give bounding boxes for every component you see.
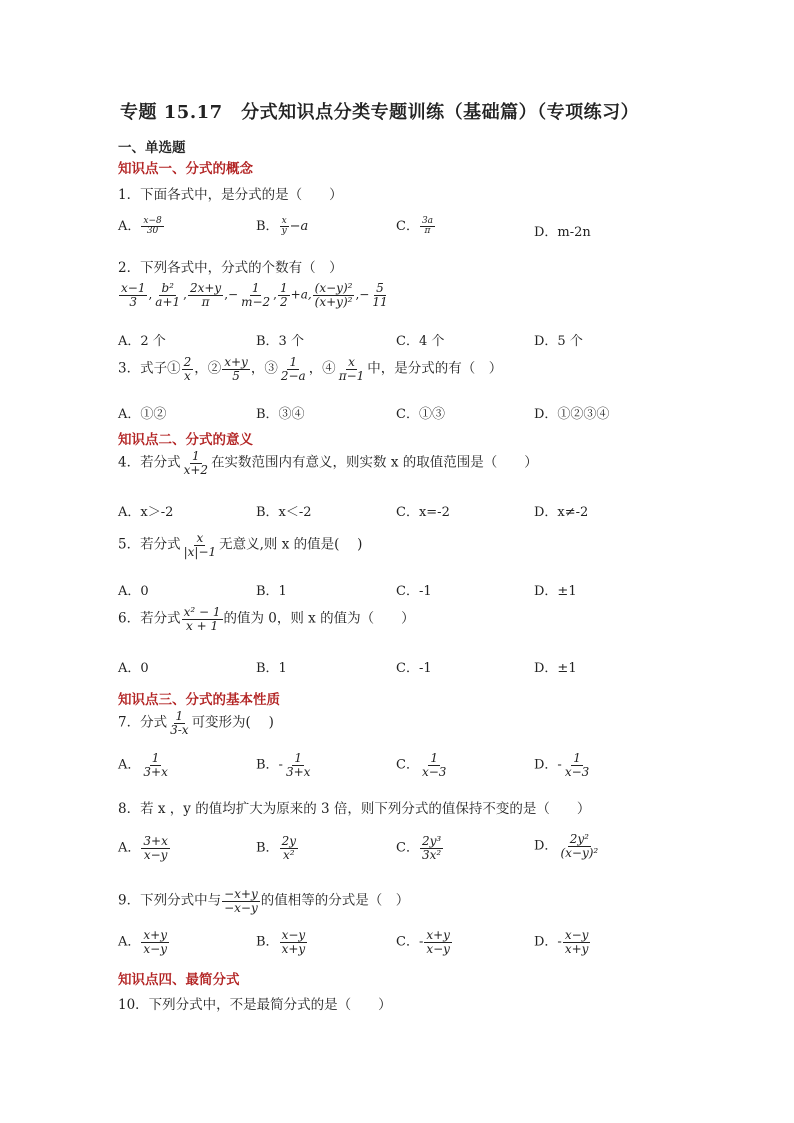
denominator: x+y xyxy=(281,941,306,956)
denominator: x² xyxy=(282,847,295,862)
page-title: 专题 15.17 分式知识点分类专题训练（基础篇）（专项练习） xyxy=(120,102,640,123)
numerator: 2y xyxy=(281,834,296,848)
numerator: 1 xyxy=(251,281,260,295)
option-label: C． xyxy=(396,757,419,773)
fraction xyxy=(558,833,600,859)
stem-text: ，② xyxy=(194,360,222,377)
denominator: y xyxy=(281,226,287,236)
numerator: 5 xyxy=(376,281,384,295)
q6-option-a[interactable]: A．0 xyxy=(118,661,149,676)
stem-text: ，④ xyxy=(308,360,336,377)
numerator: b² xyxy=(161,281,174,295)
stem-text: 3．式子① xyxy=(118,360,181,377)
q8-option-a[interactable] xyxy=(118,835,171,861)
knowledge-point-4-heading: 知识点四、最简分式 xyxy=(118,972,240,988)
numerator: 1 xyxy=(289,355,298,369)
q7-option-a[interactable] xyxy=(118,752,171,778)
q1-option-c[interactable] xyxy=(396,215,436,236)
numerator: 1 xyxy=(175,709,184,723)
stem-text: 7．分式 xyxy=(118,714,168,731)
fraction xyxy=(239,282,272,308)
fraction xyxy=(182,606,223,632)
fraction xyxy=(563,752,591,778)
knowledge-point-2-heading: 知识点二、分式的意义 xyxy=(118,432,253,448)
q9-option-b[interactable] xyxy=(256,929,308,955)
q7-option-d[interactable] xyxy=(534,752,592,778)
fraction xyxy=(424,929,452,955)
stem-text: 中，是分式的有（ ） xyxy=(367,360,503,377)
q3-option-a[interactable]: A．①② xyxy=(118,407,167,422)
numerator: 2 xyxy=(183,355,192,369)
fraction xyxy=(119,282,147,308)
q2-option-d[interactable]: D．5 个 xyxy=(534,334,583,349)
denominator: x−y xyxy=(143,847,168,862)
option-label: A． xyxy=(118,757,141,773)
question-6-stem xyxy=(118,606,415,632)
numerator: 2y³ xyxy=(421,834,442,848)
expression-tail: −a xyxy=(289,219,309,234)
fraction xyxy=(182,532,219,558)
option-label: B． xyxy=(256,934,279,950)
fraction xyxy=(370,282,389,308)
denominator: (x+y)² xyxy=(314,294,353,309)
q4-option-d[interactable]: D．x≠-2 xyxy=(534,505,589,520)
question-9-stem xyxy=(118,888,409,914)
q8-option-d[interactable] xyxy=(534,833,601,859)
denominator: x+2 xyxy=(183,462,209,477)
numerator: x−1 xyxy=(121,281,146,295)
numerator: −x+y xyxy=(224,887,258,901)
denominator: (x−y)² xyxy=(560,845,599,860)
fraction xyxy=(420,835,443,861)
denominator: x−y xyxy=(426,941,450,956)
stem-text: 4．若分式 xyxy=(118,454,181,471)
question-3-stem xyxy=(118,356,502,382)
fraction xyxy=(141,929,169,955)
knowledge-point-1-heading: 知识点一、分式的概念 xyxy=(118,161,253,177)
numerator: x−8 xyxy=(143,215,162,226)
q4-option-b[interactable]: B．x＜-2 xyxy=(256,505,312,520)
option-label: D．- xyxy=(534,757,562,773)
fraction xyxy=(168,710,190,736)
numerator: x xyxy=(196,531,204,545)
denominator: 3 xyxy=(129,294,138,309)
q9-option-c[interactable] xyxy=(396,929,453,955)
question-7-stem xyxy=(118,710,274,736)
fraction xyxy=(182,356,194,382)
fraction xyxy=(313,282,355,308)
numerator: 1 xyxy=(192,449,200,463)
stem-text: 可变形为( ) xyxy=(191,714,274,731)
question-5-stem xyxy=(118,532,362,558)
q5-option-b[interactable]: B．1 xyxy=(256,584,287,599)
fraction xyxy=(141,835,169,861)
stem-text: 6．若分式 xyxy=(118,610,181,627)
q6-option-b[interactable]: B．1 xyxy=(256,661,287,676)
denominator: x xyxy=(184,368,191,383)
option-label: B． xyxy=(256,840,279,856)
denominator: |x|−1 xyxy=(183,544,217,559)
numerator: x² − 1 xyxy=(183,605,221,619)
option-label: B． xyxy=(256,219,279,234)
q1-option-a[interactable] xyxy=(118,215,165,236)
q1-option-d[interactable]: D．m-2n xyxy=(534,225,591,240)
denominator: x−y xyxy=(143,941,167,956)
fraction xyxy=(182,450,210,476)
denominator: 2−a xyxy=(280,368,306,383)
fraction xyxy=(141,217,163,237)
denominator: 3+x xyxy=(285,764,311,779)
denominator: x−3 xyxy=(421,764,447,779)
fraction xyxy=(284,752,312,778)
option-label: B．- xyxy=(256,757,283,773)
numerator: x xyxy=(348,355,355,369)
denominator: x−3 xyxy=(564,764,590,779)
q5-option-a[interactable]: A．0 xyxy=(118,584,149,599)
q3-option-d[interactable]: D．①②③④ xyxy=(534,407,610,422)
denominator: x + 1 xyxy=(186,618,219,633)
option-label: C． xyxy=(396,219,419,234)
option-label: C． xyxy=(396,840,419,856)
option-label: D．- xyxy=(534,934,562,950)
denominator: 5 xyxy=(232,368,240,383)
denominator: x+y xyxy=(564,941,589,956)
numerator: 3a xyxy=(421,215,434,226)
q7-option-b[interactable] xyxy=(256,752,313,778)
fraction xyxy=(563,929,591,955)
fraction xyxy=(153,282,182,308)
denominator: π xyxy=(424,226,431,236)
question-1-stem: 1．下面各式中，是分式的是（ ） xyxy=(118,187,343,203)
fraction xyxy=(280,929,308,955)
question-2-stem: 2．下列各式中，分式的个数有（ ） xyxy=(118,260,343,276)
question-10-stem: 10．下列分式中，不是最简分式的是（ ） xyxy=(118,997,392,1013)
stem-text: ，③ xyxy=(250,360,278,377)
q2-option-c[interactable]: C．4 个 xyxy=(396,334,445,349)
fraction xyxy=(280,217,289,237)
stem-text: 无意义,则 x 的值是( ) xyxy=(219,536,363,553)
option-label: C．- xyxy=(396,934,424,950)
denominator: 3-x xyxy=(170,722,189,737)
q9-option-d[interactable] xyxy=(534,929,591,955)
question-4-stem xyxy=(118,450,538,476)
q5-option-d[interactable]: D．±1 xyxy=(534,584,577,599)
fraction xyxy=(278,282,290,308)
denominator: a+1 xyxy=(155,294,181,309)
q8-option-b[interactable] xyxy=(256,835,299,861)
numerator: 1 xyxy=(294,751,302,765)
numerator: 1 xyxy=(280,281,288,295)
stem-text: 5．若分式 xyxy=(118,536,181,553)
numerator: x−y xyxy=(564,928,589,942)
q2-option-b[interactable]: B．3 个 xyxy=(256,334,304,349)
q6-option-c[interactable]: C．-1 xyxy=(396,661,432,676)
q1-option-b[interactable] xyxy=(256,215,308,236)
q7-option-c[interactable] xyxy=(396,752,449,778)
fraction xyxy=(222,356,250,382)
stem-text: 的值相等的分式是（ ） xyxy=(260,892,410,909)
fraction xyxy=(222,888,260,914)
denominator: π−1 xyxy=(338,368,365,383)
numerator: x+y xyxy=(224,355,248,369)
option-label: A． xyxy=(118,840,141,856)
expression-tail: +a, xyxy=(290,287,312,302)
numerator: 2y² xyxy=(569,832,589,846)
denominator: 11 xyxy=(372,294,388,309)
q8-option-c[interactable] xyxy=(396,835,444,861)
knowledge-point-3-heading: 知识点三、分式的基本性质 xyxy=(118,692,280,708)
q4-option-a[interactable]: A．x＞-2 xyxy=(118,505,174,520)
denominator: 2 xyxy=(280,294,288,309)
numerator: 1 xyxy=(573,751,581,765)
stem-text: 9．下列分式中与 xyxy=(118,892,222,909)
option-label: D． xyxy=(534,838,558,854)
numerator: x+y xyxy=(143,928,167,942)
option-label: A． xyxy=(118,219,141,234)
q2-option-a[interactable]: A．2 个 xyxy=(118,334,166,349)
numerator: 1 xyxy=(151,751,160,765)
fraction xyxy=(280,835,298,861)
question-8-stem: 8．若 x ，y 的值均扩大为原来的 3 倍，则下列分式的值保持不变的是（ ） xyxy=(118,801,591,817)
q5-option-c[interactable]: C．-1 xyxy=(396,584,432,599)
numerator: x+y xyxy=(426,928,450,942)
numerator: x xyxy=(281,215,287,226)
denominator: 3+x xyxy=(143,764,168,779)
fraction xyxy=(337,356,367,382)
denominator: m−2 xyxy=(241,294,271,309)
fraction xyxy=(141,752,169,778)
denominator: 30 xyxy=(146,226,159,236)
q9-option-a[interactable] xyxy=(118,929,170,955)
q2-expression-list: $\frac{x-1}{3}$ , $\frac{\text{b²}}{a+1}$ , $\frac{2x+y}{\pi}$ ,− $\frac{1}{m-2}$ , $\frac{1}{2}$ +a, $\frac{\text{(x−y)²}}{\text{(x+y)²}}$ ,− $\frac{5}{11}$ xyxy=(121,281,388,309)
numerator: (x−y)² xyxy=(314,281,353,295)
numerator: 1 xyxy=(430,751,438,765)
q3-option-b[interactable]: B．③④ xyxy=(256,407,305,422)
q3-option-c[interactable]: C．①③ xyxy=(396,407,445,422)
section-heading-single-choice: 一、单选题 xyxy=(118,140,186,156)
q4-option-c[interactable]: C．x=-2 xyxy=(396,505,450,520)
numerator: 3+x xyxy=(143,834,168,848)
fraction xyxy=(279,356,308,382)
denominator: π xyxy=(201,294,210,309)
numerator: x−y xyxy=(281,928,306,942)
fraction xyxy=(420,752,448,778)
fraction xyxy=(420,217,435,237)
denominator: −x−y xyxy=(224,900,258,915)
stem-text: 在实数范围内有意义，则实数 x 的取值范围是（ ） xyxy=(211,454,538,471)
q6-option-d[interactable]: D．±1 xyxy=(534,661,577,676)
option-label: A． xyxy=(118,934,141,950)
denominator: 3x² xyxy=(421,847,442,862)
fraction xyxy=(188,282,223,308)
numerator: 2x+y xyxy=(189,281,222,295)
stem-text: 的值为 0，则 x 的值为（ ） xyxy=(223,610,415,627)
